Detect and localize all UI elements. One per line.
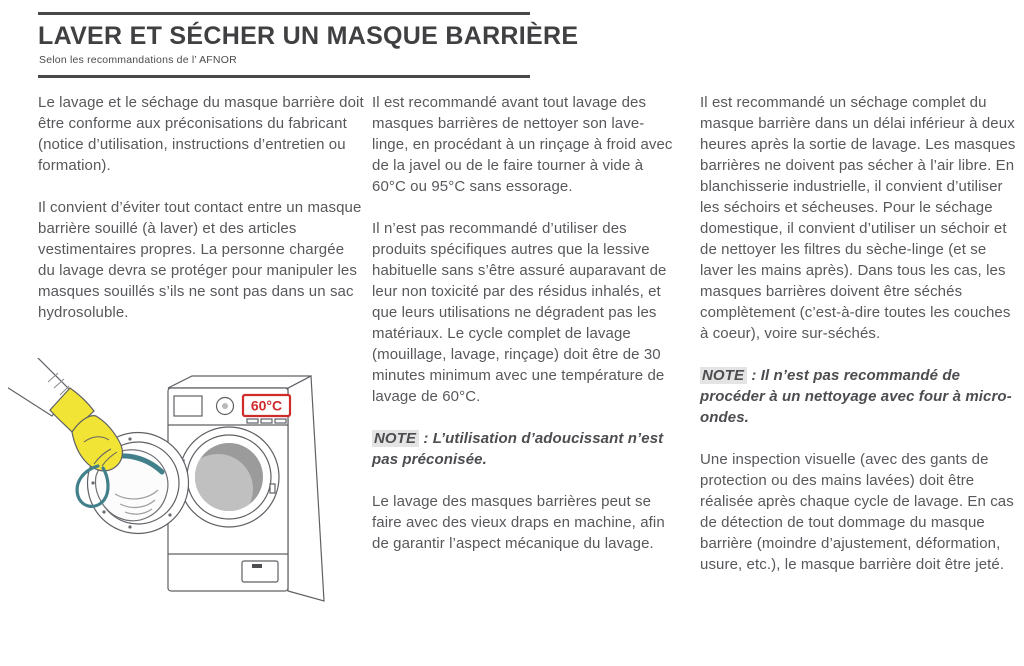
column-right bbox=[700, 92, 1016, 596]
title-rule-bottom bbox=[38, 75, 530, 78]
page-title: LAVER ET SÉCHER UN MASQUE BARRIÈRE bbox=[38, 22, 579, 50]
title-block bbox=[38, 12, 579, 78]
paragraph: Le lavage et le séchage du masque barrière doit être conforme aux préconisations du fabricant (notice d’utilisation, instructions d’entretien ou formation). bbox=[38, 94, 364, 174]
note-label: NOTE bbox=[700, 367, 747, 384]
paragraph: Il convient d’éviter tout contact entre un masque barrière souillé (à laver) et des articles vestimentaires propres. La personne chargée du lavage devra se protéger pour manipuler les masques souillés s’ils ne sont pas dans un sac hydrosoluble. bbox=[38, 199, 362, 321]
note bbox=[372, 428, 676, 470]
paragraph: Le lavage des masques barrières peut se faire avec des vieux draps en machine, afin de garantir l’aspect mécanique du lavage. bbox=[372, 493, 665, 552]
column-left bbox=[38, 92, 364, 344]
paragraph: Il est recommandé un séchage complet du masque barrière dans un délai inférieur à deux heures après la sortie de lavage. Les masques barrières ne doivent pas sécher à l’air libre. En blanchisserie industrielle, il convient d’utiliser les séchoirs et sécheuses. Pour le séchage domestique, il convient d’utiliser un séchoir et de nettoyer les filtres du sèche-linge (et se laver les mains après). Dans tous les cas, les masques barrières doivent être séchés complètement (c’est-à-dire toutes les couches à coeur), voire sur-séchés. bbox=[700, 94, 1016, 342]
note-text: : L’utilisation d’adoucissant n’est pas préconisée. bbox=[372, 430, 664, 468]
paragraph: Il est recommandé avant tout lavage des masques barrières de nettoyer son lave-linge, en procédant à un rinçage à froid avec de la javel ou de le faire tourner à vide à 60°C ou 95°C sans essorage. bbox=[372, 94, 673, 195]
paragraph: Une inspection visuelle (avec des gants de protection ou des mains lavées) doit être réalisée après chaque cycle de lavage. En cas de détection de tout dommage du masque barrière (moindre d’ajustement, déformation, usure, etc.), le masque barrière doit être jeté. bbox=[700, 451, 1014, 573]
detergent-drawer-icon bbox=[174, 396, 202, 416]
washing-machine-icon bbox=[168, 376, 324, 601]
page-subtitle: Selon les recommandations de l’ AFNOR bbox=[39, 54, 237, 66]
paragraph: Il n’est pas recommandé d’utiliser des produits spécifiques autres que la lessive habituelle sans s’être assuré auparavant de leur non toxicité par des résidus inhalés, et que leurs utilisations ne dégradent pas les matériaux. Le cycle complet de lavage (mouillage, lavage, rinçage) doit être de 30 minutes minimum avec une température de lavage de 60°C. bbox=[372, 220, 667, 405]
temperature-display-value: 60°C bbox=[250, 397, 283, 414]
door-latch-icon bbox=[270, 484, 275, 493]
note-label: NOTE bbox=[372, 430, 419, 447]
note bbox=[700, 365, 1016, 428]
column-middle bbox=[372, 92, 676, 575]
note-text: : Il n’est pas recommandé de procéder à un nettoyage avec four à micro-ondes. bbox=[700, 367, 1012, 426]
temperature-display bbox=[243, 395, 290, 416]
washing-machine-illustration bbox=[8, 358, 338, 658]
title-rule-top bbox=[38, 12, 530, 15]
